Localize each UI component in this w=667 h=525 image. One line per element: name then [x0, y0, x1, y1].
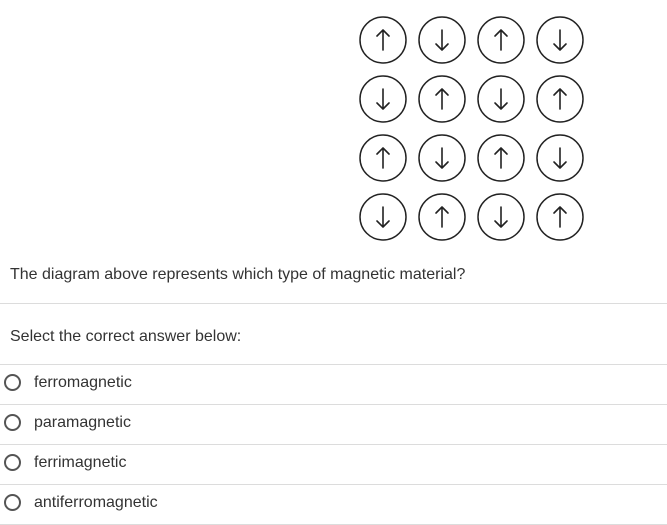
spin-up-cell	[419, 194, 465, 240]
option-label: ferromagnetic	[34, 374, 132, 391]
radio-button[interactable]	[4, 414, 21, 431]
answer-option-ferromagnetic[interactable]	[0, 365, 667, 405]
answer-options	[0, 365, 667, 525]
spin-up-cell	[360, 17, 406, 63]
answer-option-ferrimagnetic[interactable]	[0, 445, 667, 485]
spin-down-cell	[478, 194, 524, 240]
question-text: The diagram above represents which type of magnetic material?	[10, 266, 466, 283]
spin-up-cell	[360, 135, 406, 181]
spin-down-cell	[478, 76, 524, 122]
radio-button[interactable]	[4, 374, 21, 391]
spin-down-cell	[537, 135, 583, 181]
option-label: ferrimagnetic	[34, 454, 127, 471]
answer-option-antiferromagnetic[interactable]	[0, 485, 667, 525]
spin-down-cell	[360, 76, 406, 122]
radio-button[interactable]	[4, 454, 21, 471]
option-label: antiferromagnetic	[34, 494, 158, 511]
spin-down-cell	[419, 17, 465, 63]
spin-diagram	[357, 14, 589, 242]
option-label: paramagnetic	[34, 414, 131, 431]
divider	[0, 303, 667, 304]
spin-up-cell	[478, 17, 524, 63]
spin-down-cell	[419, 135, 465, 181]
spin-up-cell	[419, 76, 465, 122]
spin-down-cell	[360, 194, 406, 240]
spin-up-cell	[478, 135, 524, 181]
spin-up-cell	[537, 194, 583, 240]
answer-option-paramagnetic[interactable]	[0, 405, 667, 445]
radio-button[interactable]	[4, 494, 21, 511]
answer-prompt: Select the correct answer below:	[10, 328, 242, 345]
spin-up-cell	[537, 76, 583, 122]
spin-down-cell	[537, 17, 583, 63]
